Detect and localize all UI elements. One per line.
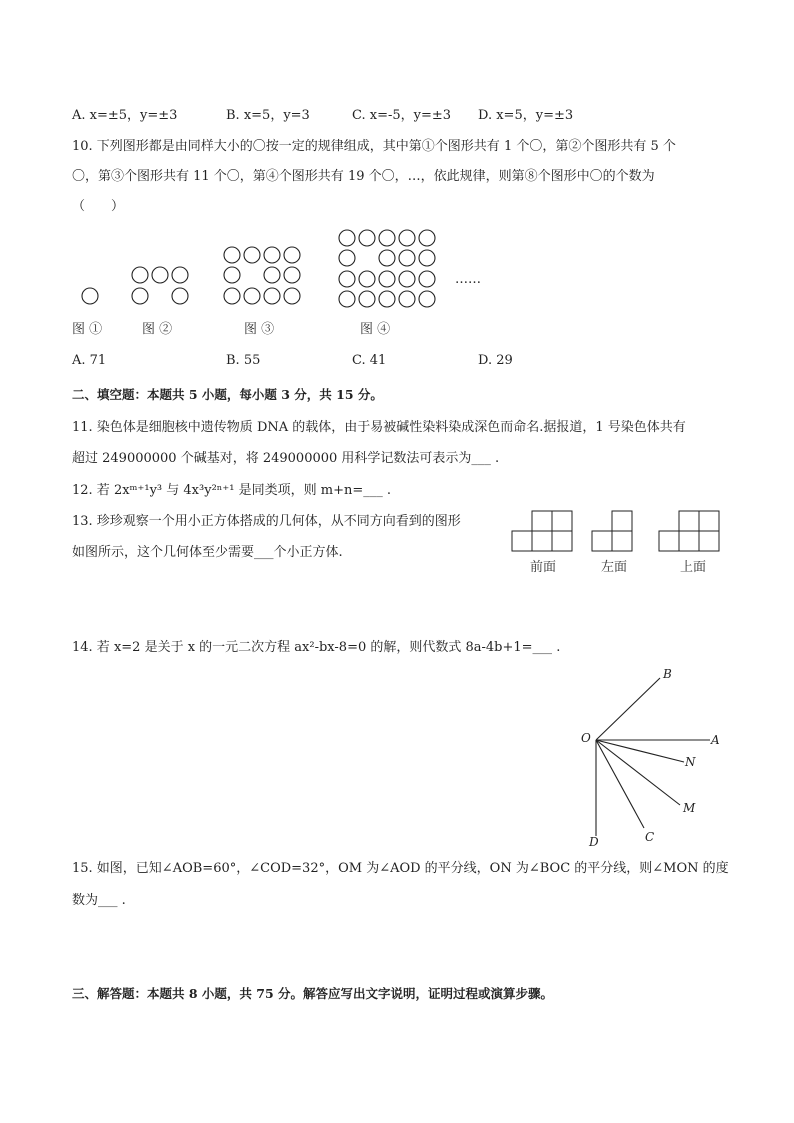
q10-figure-label-2: 图 ②: [142, 322, 173, 337]
q15-point-c: C: [645, 830, 655, 844]
q10-option-c: C. 41: [352, 353, 387, 368]
section2-heading: 二、填空题：本题共 5 小题，每小题 3 分，共 15 分。: [72, 387, 383, 402]
ray-on: [596, 740, 684, 762]
q10-option-a: A. 71: [72, 353, 107, 368]
q15-point-o: O: [581, 731, 591, 745]
q15-point-a: A: [711, 733, 720, 747]
q13-view-label-top: 上面: [680, 560, 707, 575]
q15-point-n: N: [685, 755, 696, 769]
ray-om: [596, 740, 680, 805]
ray-ob: [596, 678, 660, 740]
q11-line2: 超过 249000000 个碱基对，将 249000000 用科学记数法可表示为___ .: [72, 451, 500, 466]
q13-line1: 13. 珍珍观察一个用小正方体搭成的几何体，从不同方向看到的图形: [72, 514, 461, 529]
q10-figure-label-1: 图 ①: [72, 322, 103, 337]
q11-line1: 11. 染色体是细胞核中遗传物质 DNA 的载体，由于易被碱性染料染成深色而命名.据报道，1 号染色体共有: [72, 420, 686, 435]
q15-point-d: D: [589, 835, 599, 849]
q10-figure-label-4: 图 ④: [360, 322, 391, 337]
q14-text: 14. 若 x=2 是关于 x 的一元二次方程 ax²-bx-8=0 的解，则代数式 8a-4b+1=___ .: [72, 640, 561, 655]
q9-option-c: C. x=-5，y=±3: [352, 108, 452, 123]
q9-option-d: D. x=5，y=±3: [478, 108, 574, 123]
q9-option-a: A. x=±5，y=±3: [72, 108, 178, 123]
q9-option-b: B. x=5，y=3: [226, 108, 310, 123]
q10-option-b: B. 55: [226, 353, 261, 368]
q10-figure-label-3: 图 ③: [244, 322, 275, 337]
q15-point-b: B: [663, 667, 672, 681]
q15-line1: 15. 如图，已知∠AOB=60°，∠COD=32°，OM 为∠AOD 的平分线，ON 为∠BOC 的平分线，则∠MON 的度: [72, 861, 729, 876]
q13-view-label-left: 左面: [601, 560, 628, 575]
q15-point-m: M: [683, 801, 696, 815]
section3-heading: 三、解答题：本题共 8 小题，共 75 分。解答应写出文字说明，证明过程或演算步骤。: [72, 986, 554, 1001]
ray-oc: [596, 740, 644, 828]
q10-line1: 10. 下列图形都是由同样大小的〇按一定的规律组成，其中第①个图形共有 1 个〇，第②个图形共有 5 个: [72, 139, 676, 154]
q13-line2: 如图所示，这个几何体至少需要___个小正方体.: [72, 545, 343, 560]
q15-line2: 数为___ .: [72, 893, 126, 908]
q10-line3: （ ）: [72, 199, 125, 214]
q13-view-label-front: 前面: [530, 560, 557, 575]
q10-option-d: D. 29: [478, 353, 513, 368]
q12-text: 12. 若 2xᵐ⁺¹y³ 与 4x³y²ⁿ⁺¹ 是同类项，则 m+n=___ .: [72, 483, 391, 498]
q10-ellipsis: ……: [455, 272, 481, 287]
q10-line2: 〇，第③个图形共有 11 个〇，第④个图形共有 19 个〇，…，依此规律，则第⑧个图形中〇的个数为: [72, 169, 655, 184]
